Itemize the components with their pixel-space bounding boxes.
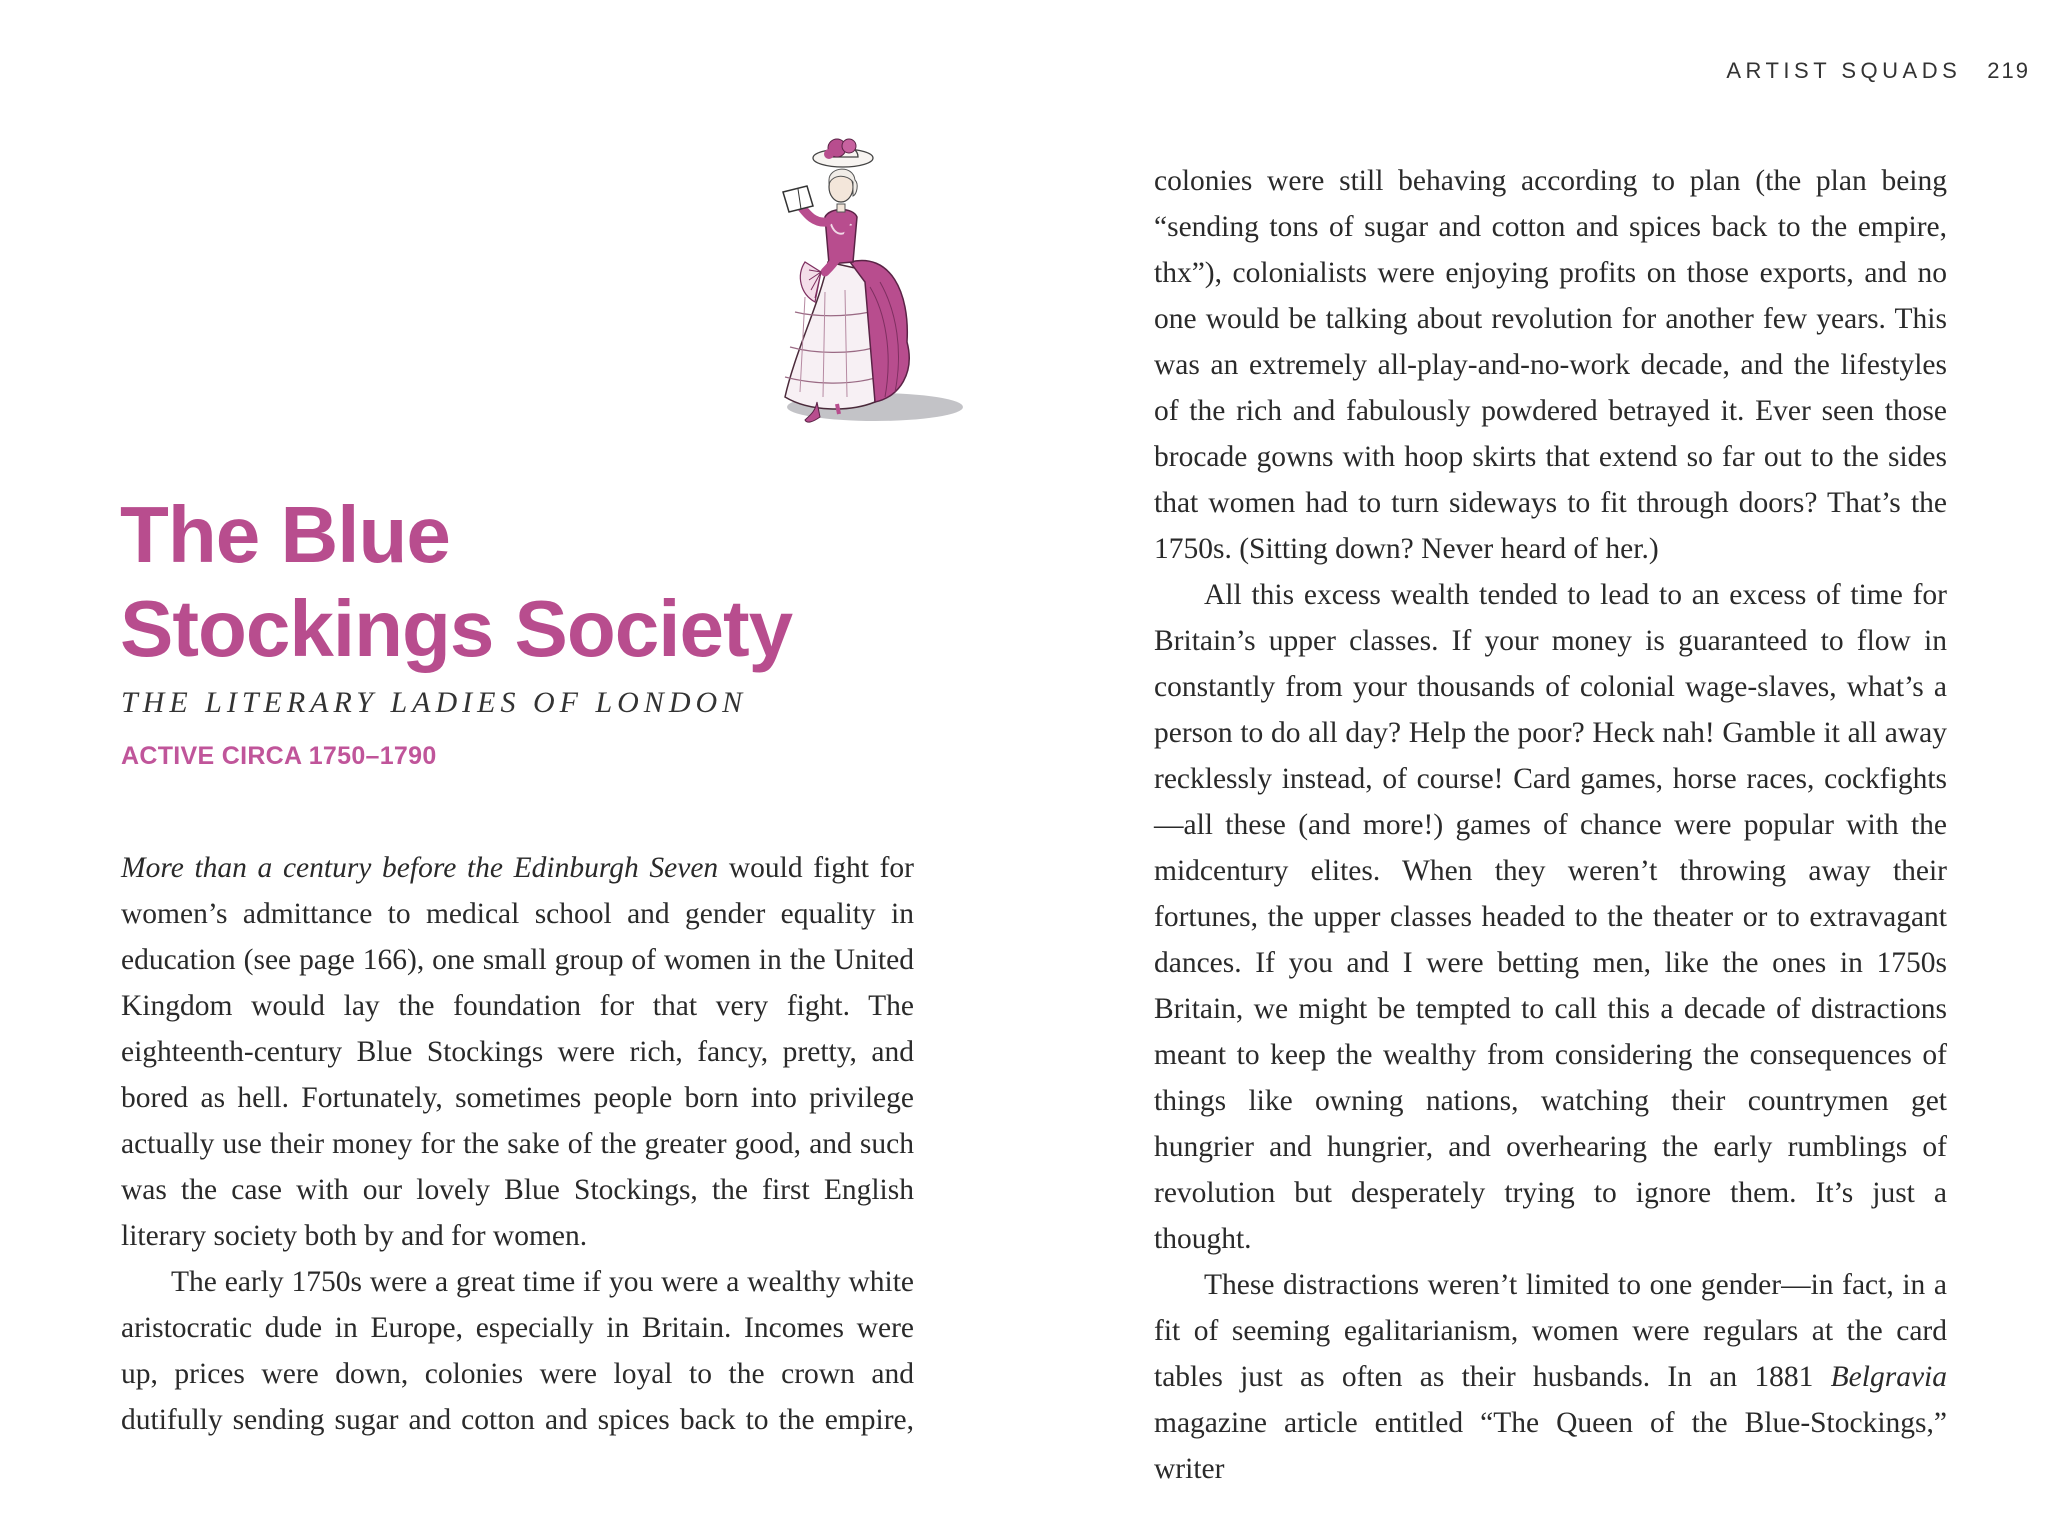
page-number: 219	[1987, 58, 2030, 83]
title-line-2: Stockings Society	[120, 584, 793, 673]
left-column	[121, 845, 914, 1443]
active-period: ACTIVE CIRCA 1750–1790	[121, 742, 437, 770]
p3-end: magazine article entitled “The Queen of the Blue-Stockings,” writer	[1154, 1407, 1947, 1485]
left-paragraph-1	[121, 845, 914, 1259]
right-paragraph-2: All this excess wealth tended to lead to an excess of time for Britain’s upper classes. If your money is guaranteed to flow in constantly from your thousands of colonial wage-slaves, what’s a person to do all day? Help the poor? Heck nah! Gamble it all away recklessly instead, of course! Card games, horse races, cockfights—all these (and more!) games of chance were popular with the midcentury elites. When they weren’t throwing away their fortunes, the upper classes headed to the theater or to extravagant dances. If you and I were betting men, like the ones in 1750s Britain, we might be tempted to call this a decade of distractions meant to keep the wealthy from considering the consequences of things like owning nations, watching their countrymen get hungrier and hungrier, and overhearing the early rumblings of revolution but desperately trying to ignore them. It’s just a thought.	[1154, 579, 1947, 1255]
chapter-subtitle: THE LITERARY LADIES OF LONDON	[121, 686, 748, 719]
right-paragraph-3	[1154, 1262, 1947, 1492]
chapter-title	[120, 488, 820, 676]
right-paragraph-1: colonies were still behaving according to plan (the plan being “sending tons of sugar and cotton and spices back to the empire, thx”), colonialists were enjoying profits on those exports, and no one would be talking about revolution for another few years. This was an extremely all-play-and-no-work decade, and the lifestyles of the rich and fabulously powdered betrayed it. Ever seen those brocade gowns with hoop skirts that extend so far out to the sides that women had to turn sideways to fit through doors? That’s the 1750s. (Sitting down? Never heard of her.)	[1154, 165, 1947, 565]
title-line-1: The Blue	[120, 490, 450, 579]
intro-italic: More than a century before the Edinburgh Seven	[121, 852, 719, 884]
magazine-name: Belgravia	[1830, 1361, 1947, 1393]
intro-rest: would fight for women’s admittance to medical school and gender equality in education (see page 166), one small group of women in the United Kingdom would lay the foundation for that very fight. The eighteenth-century Blue Stockings were rich, fancy, pretty, and bored as hell. Fortunately, sometimes people born into privilege actually use their money for the sake of the greater good, and such was the case with our lovely Blue Stockings, the first English literary society both by and for women.	[121, 852, 914, 1252]
right-column	[1154, 158, 1947, 1492]
lady-illustration	[725, 112, 985, 437]
left-paragraph-2: The early 1750s were a great time if you were a wealthy white aristocratic dude in Europe, especially in Britain. Incomes were up, prices were down, colonies were loyal to the crown and dutifully sending sugar and cotton and spices back to the empire,	[121, 1266, 914, 1436]
lady-drawing	[725, 112, 985, 437]
p3-start: These distractions weren’t limited to one gender—in fact, in a fit of seeming egalitarianism, women were regulars at the card tables just as often as their husbands. In an 1881	[1154, 1269, 1947, 1393]
running-head	[1726, 58, 2030, 84]
section-title: ARTIST SQUADS	[1726, 58, 1962, 83]
